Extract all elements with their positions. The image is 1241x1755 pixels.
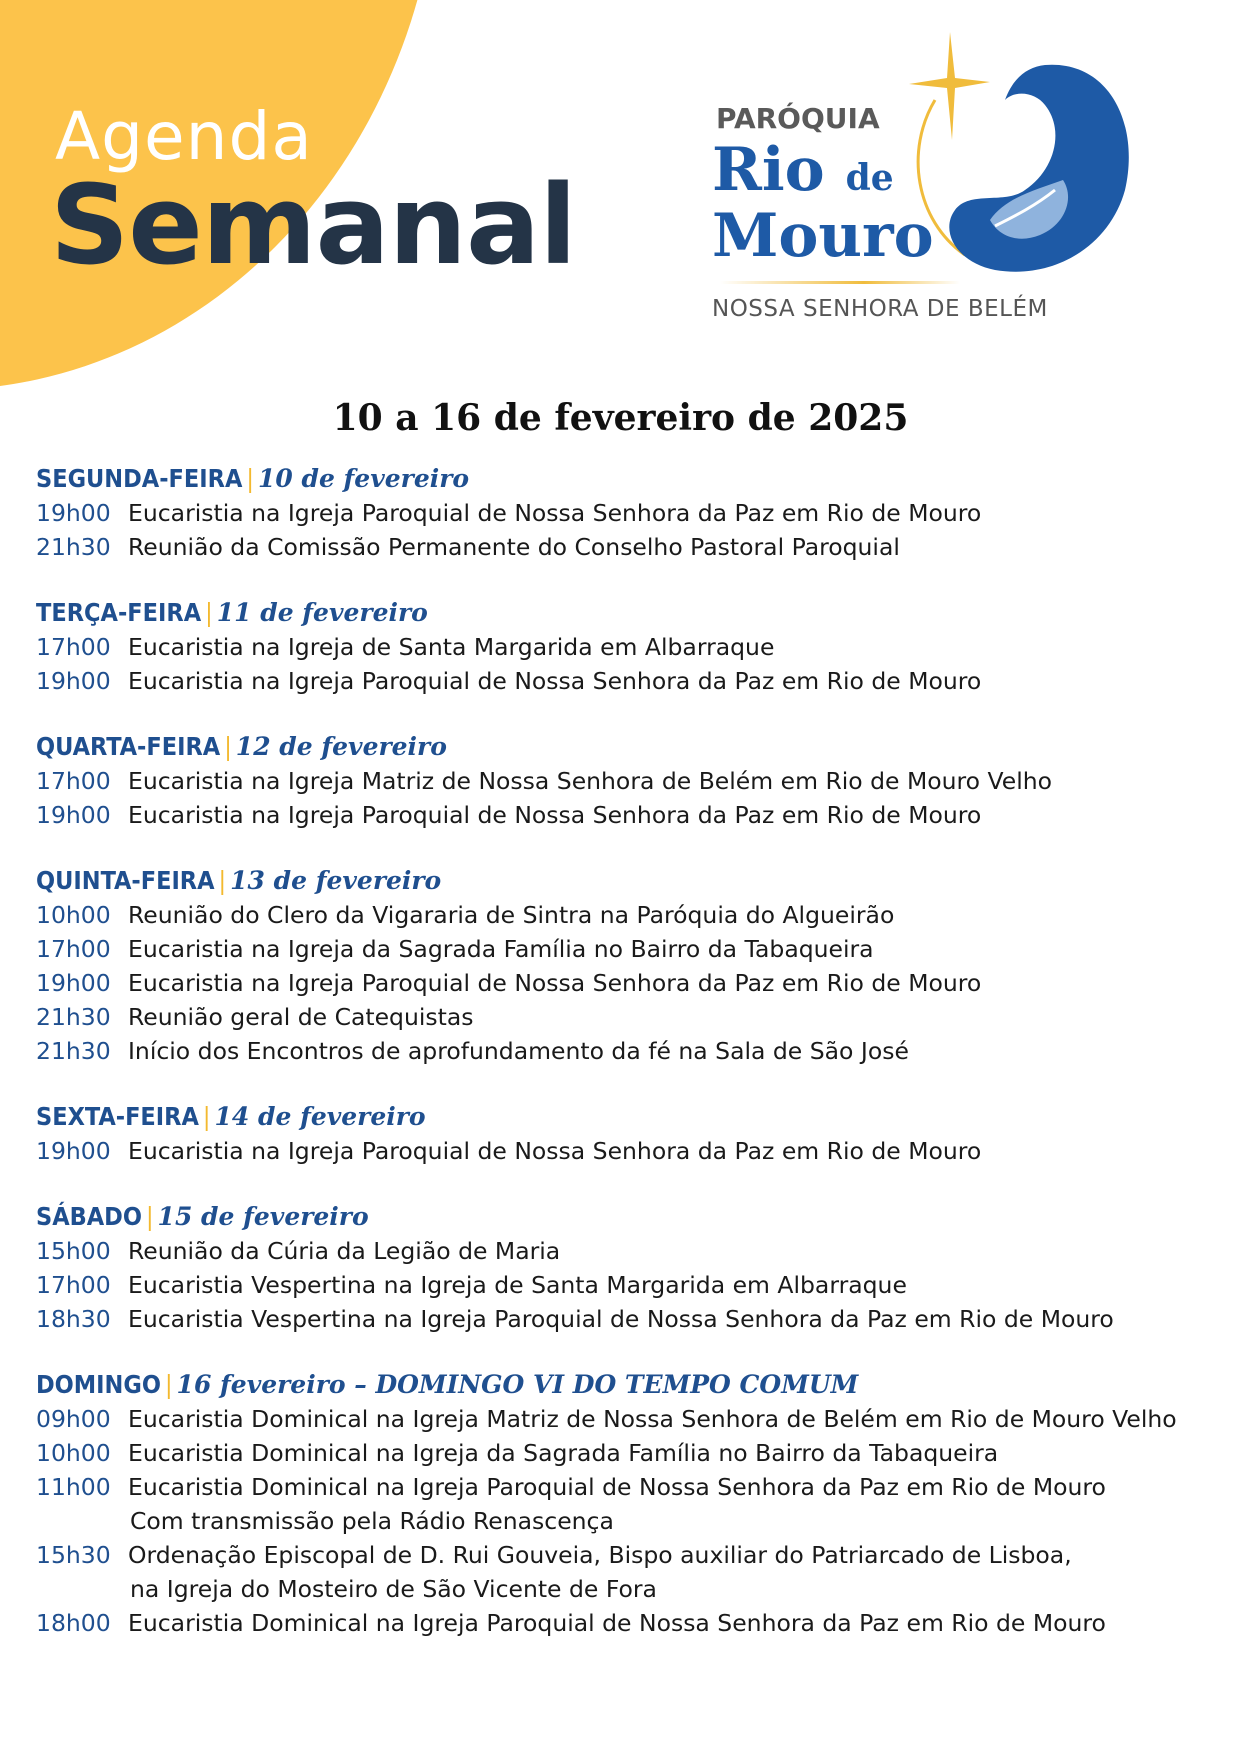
entry-text: Eucaristia na Igreja Matriz de Nossa Senhora de Belém em Rio de Mouro Velho: [128, 767, 1053, 795]
entry-time: 19h00: [36, 801, 111, 829]
agenda-entry: [36, 1470, 1216, 1504]
agenda-entry: [36, 798, 1216, 832]
day-name: SEGUNDA-FEIRA: [36, 464, 243, 493]
entry-text: Eucaristia na Igreja Paroquial de Nossa Senhora da Paz em Rio de Mouro: [128, 969, 982, 997]
day-title: [36, 462, 1216, 496]
entry-time: 15h00: [36, 1237, 111, 1265]
parish-logo: [700, 30, 1140, 340]
agenda-entry: [36, 1436, 1216, 1470]
day-block: [36, 864, 1216, 1068]
day-date: 16 fevereiro – DOMINGO VI DO TEMPO COMUM: [176, 1370, 859, 1399]
agenda-entry: [36, 1134, 1216, 1168]
entry-time: 21h30: [36, 1003, 111, 1031]
agenda-entry: [36, 1000, 1216, 1034]
entry-time: 15h30: [36, 1541, 111, 1569]
logo-rio-de: [712, 135, 894, 205]
entry-time: 17h00: [36, 767, 111, 795]
entry-time: 18h00: [36, 1609, 111, 1637]
agenda-entry: [36, 496, 1216, 530]
day-date: 14 de fevereiro: [214, 1102, 426, 1131]
entry-subtext: Com transmissão pela Rádio Renascença: [130, 1507, 614, 1535]
entry-text: Eucaristia Dominical na Igreja Paroquial de Nossa Senhora da Paz em Rio de Mouro: [128, 1473, 1106, 1501]
day-date: 15 de fevereiro: [157, 1202, 369, 1231]
entry-time: 19h00: [36, 667, 111, 695]
entry-text: Eucaristia Vespertina na Igreja de Santa Margarida em Albarraque: [128, 1271, 907, 1299]
entry-time: 18h30: [36, 1305, 111, 1333]
day-title: [36, 1368, 1216, 1402]
entry-text: Eucaristia na Igreja Paroquial de Nossa Senhora da Paz em Rio de Mouro: [128, 499, 982, 527]
agenda-entry: [36, 664, 1216, 698]
agenda-entry: [36, 1268, 1216, 1302]
entry-time: 17h00: [36, 1271, 111, 1299]
entry-text: Ordenação Episcopal de D. Rui Gouveia, Bispo auxiliar do Patriarcado de Lisboa,: [128, 1541, 1072, 1569]
agenda-entry: [36, 1402, 1216, 1436]
separator-bar: |: [145, 1202, 154, 1231]
entry-text: Eucaristia na Igreja da Sagrada Família no Bairro da Tabaqueira: [128, 935, 874, 963]
day-date: 11 de fevereiro: [216, 598, 428, 627]
separator-bar: |: [224, 732, 232, 761]
separator-bar: |: [218, 866, 227, 895]
logo-de: de: [845, 157, 894, 199]
logo-paroquia: PARÓQUIA: [716, 102, 880, 135]
agenda-entry: [36, 630, 1216, 664]
entry-time: 19h00: [36, 499, 111, 527]
agenda-entry: [36, 932, 1216, 966]
title-agenda: Agenda: [55, 98, 313, 175]
day-name: TERÇA-FEIRA: [36, 598, 202, 627]
entry-text: Eucaristia na Igreja Paroquial de Nossa Senhora da Paz em Rio de Mouro: [128, 801, 982, 829]
agenda-entry: [36, 1034, 1216, 1068]
entry-time: 19h00: [36, 1137, 111, 1165]
separator-bar: |: [205, 598, 213, 627]
entry-time: 10h00: [36, 901, 111, 929]
entry-time: 10h00: [36, 1439, 111, 1467]
madonna-and-child-star-icon: [895, 30, 1140, 300]
entry-text: Eucaristia na Igreja de Santa Margarida em Albarraque: [128, 633, 775, 661]
agenda-entry: [36, 1538, 1216, 1572]
day-date: 12 de fevereiro: [235, 732, 447, 761]
entry-time: 11h00: [36, 1473, 111, 1501]
day-block: [36, 462, 1216, 564]
day-name: QUARTA-FEIRA: [36, 732, 221, 761]
day-date: 10 de fevereiro: [257, 464, 470, 493]
title-semanal: Semanal: [50, 161, 576, 289]
day-name: SEXTA-FEIRA: [36, 1102, 199, 1131]
entry-text: Reunião da Cúria da Legião de Maria: [128, 1237, 561, 1265]
entry-time: 17h00: [36, 633, 111, 661]
agenda-entry: [36, 530, 1216, 564]
entry-subtext: na Igreja do Mosteiro de São Vicente de Fora: [130, 1575, 657, 1603]
logo-mouro: Mouro: [712, 201, 934, 271]
entry-time: 21h30: [36, 533, 111, 561]
agenda-entry: [36, 898, 1216, 932]
day-title: [36, 1100, 1216, 1134]
agenda-entry: [36, 1606, 1216, 1640]
entry-text: Reunião geral de Catequistas: [128, 1003, 474, 1031]
entry-text: Eucaristia Dominical na Igreja da Sagrada Família no Bairro da Tabaqueira: [128, 1439, 999, 1467]
day-name: DOMINGO: [36, 1370, 161, 1399]
entry-text: Eucaristia na Igreja Paroquial de Nossa Senhora da Paz em Rio de Mouro: [128, 667, 982, 695]
separator-bar: |: [164, 1370, 173, 1399]
entry-time: 21h30: [36, 1037, 111, 1065]
entry-text: Eucaristia Dominical na Igreja Paroquial de Nossa Senhora da Paz em Rio de Mouro: [128, 1609, 1106, 1637]
entry-text: Eucaristia Vespertina na Igreja Paroquial de Nossa Senhora da Paz em Rio de Mouro: [128, 1305, 1114, 1333]
day-title: [36, 1200, 1216, 1234]
entry-text: Eucaristia Dominical na Igreja Matriz de Nossa Senhora de Belém em Rio de Mouro Velho: [128, 1405, 1177, 1433]
week-heading: 10 a 16 de fevereiro de 2025: [332, 397, 909, 439]
day-name: QUINTA-FEIRA: [36, 866, 215, 895]
entry-text: Início dos Encontros de aprofundamento da fé na Sala de São José: [128, 1037, 909, 1065]
day-title: [36, 730, 1216, 764]
agenda-list: [36, 462, 1216, 1672]
entry-text: Reunião do Clero da Vigararia de Sintra na Paróquia do Algueirão: [128, 901, 895, 929]
entry-text: Eucaristia na Igreja Paroquial de Nossa Senhora da Paz em Rio de Mouro: [128, 1137, 982, 1165]
day-name: SÁBADO: [36, 1202, 142, 1231]
day-title: [36, 864, 1216, 898]
logo-subtitle: NOSSA SENHORA DE BELÉM: [712, 296, 1048, 322]
day-title: [36, 596, 1216, 630]
separator-bar: |: [202, 1102, 211, 1131]
agenda-entry: [36, 764, 1216, 798]
day-block: [36, 1368, 1216, 1640]
day-block: [36, 730, 1216, 832]
separator-bar: |: [246, 464, 254, 493]
entry-text: Reunião da Comissão Permanente do Conselho Pastoral Paroquial: [128, 533, 900, 561]
entry-time: 09h00: [36, 1405, 111, 1433]
agenda-entry: [36, 1302, 1216, 1336]
logo-rio: Rio: [712, 135, 825, 205]
agenda-entry: [36, 1234, 1216, 1268]
entry-time: 19h00: [36, 969, 111, 997]
day-block: [36, 596, 1216, 698]
day-block: [36, 1200, 1216, 1336]
day-date: 13 de fevereiro: [230, 866, 442, 895]
day-block: [36, 1100, 1216, 1168]
entry-time: 17h00: [36, 935, 111, 963]
agenda-entry: [36, 966, 1216, 1000]
